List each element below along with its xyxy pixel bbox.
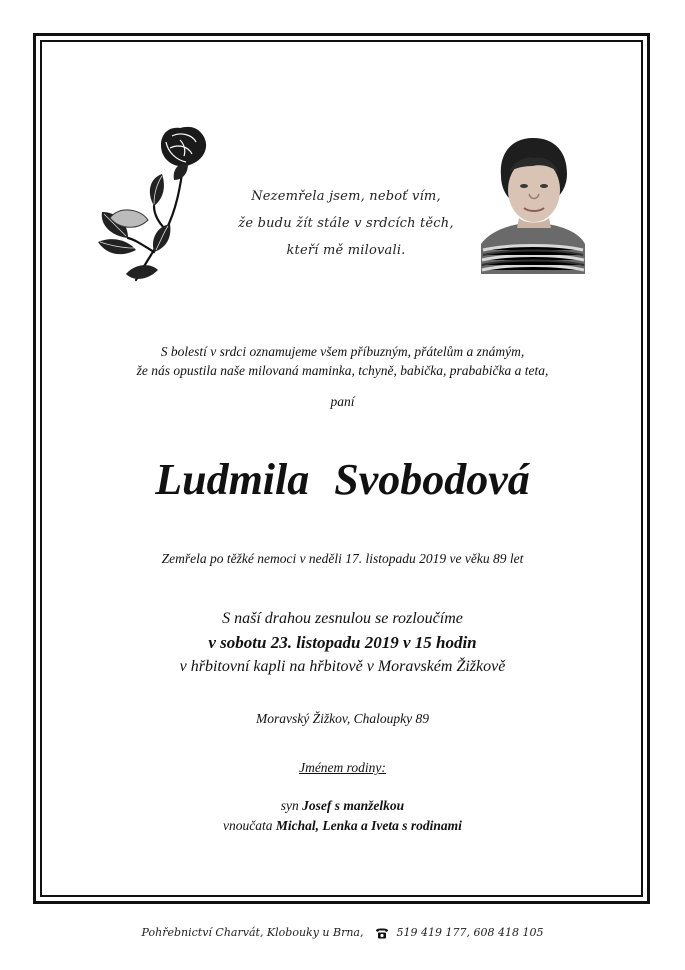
family-heading-text: Jménem rodiny:: [299, 760, 386, 775]
family-line-son: [60, 796, 625, 816]
poem-line-3: kteří mě milovali.: [286, 243, 406, 258]
grandchildren-prefix: vnoučata: [223, 818, 276, 833]
deceased-name: Ludmila Svobodová: [155, 455, 530, 504]
poem-line-2: že budu žít stále v srdcích těch,: [238, 216, 454, 231]
announcement: [60, 342, 625, 380]
honorific: paní: [330, 394, 355, 409]
farewell-place: v hřbitovní kapli na hřbitově v Moravském Žižkově: [179, 658, 506, 675]
son-name: Josef s manželkou: [302, 798, 405, 813]
farewell-info: [60, 607, 625, 679]
family-heading: [60, 760, 625, 776]
announcement-line-2: že nás opustila naše milovaná maminka, tchyně, babička, prababička a teta,: [136, 363, 549, 378]
family-signatures: [60, 796, 625, 836]
death-notice: Zemřela po těžké nemoci v neděli 17. listopadu 2019 ve věku 89 let: [161, 551, 524, 566]
footer-phones: 519 419 177, 608 418 105: [396, 926, 544, 939]
farewell-line: S naší drahou zesnulou se rozloučíme: [222, 610, 463, 627]
address: Moravský Žižkov, Chaloupky 89: [256, 711, 429, 726]
son-prefix: syn: [280, 798, 303, 813]
family-line-grandchildren: [60, 816, 625, 836]
farewell-date: v sobotu 23. listopadu 2019 v 15 hodin: [208, 633, 477, 652]
poem: [236, 183, 456, 264]
poem-line-1: Nezemřela jsem, neboť vím,: [251, 189, 441, 204]
portrait-photo: [479, 132, 587, 274]
footer: [60, 926, 625, 939]
rose-image: [88, 120, 228, 285]
grandchildren-names: Michal, Lenka a Iveta s rodinami: [275, 818, 462, 833]
footer-company: Pohřebnictví Charvát, Klobouky u Brna,: [141, 926, 364, 939]
phone-icon: [375, 928, 389, 939]
announcement-line-1: S bolestí v srdci oznamujeme všem příbuzným, přátelům a známým,: [160, 344, 525, 359]
